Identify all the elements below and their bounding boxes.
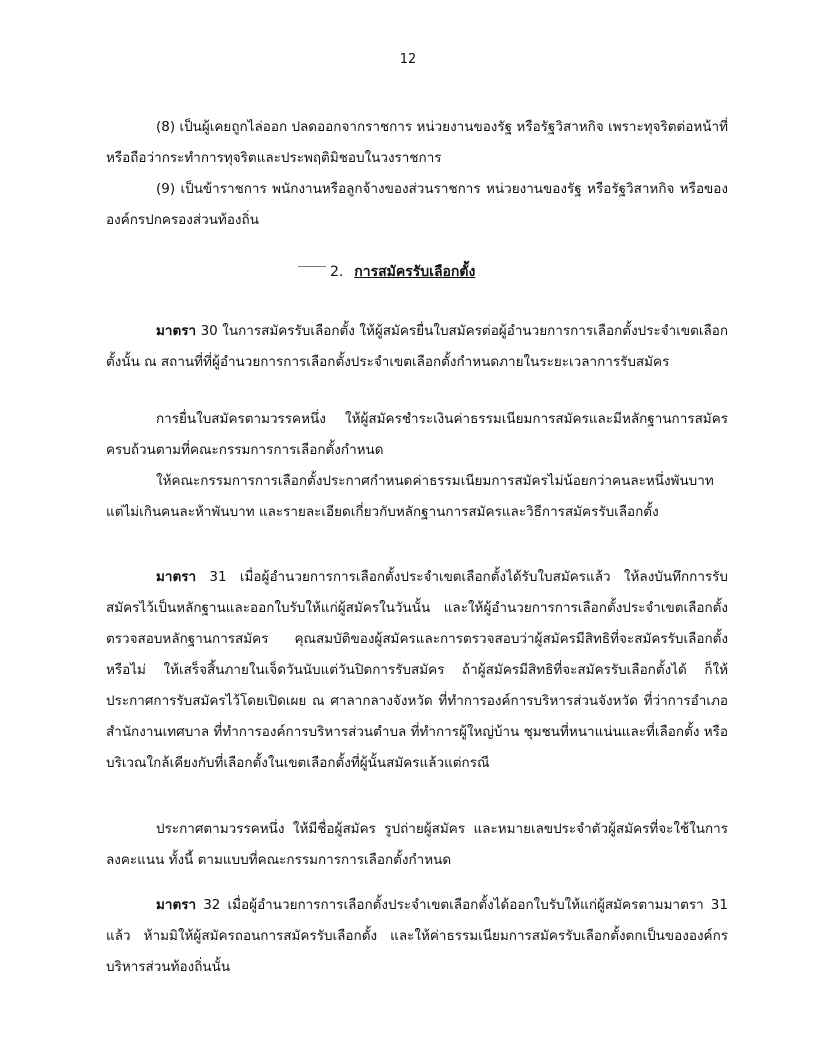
article-31-label: มาตรา — [156, 569, 197, 585]
article-30-paragraph-3: ให้คณะกรรมการการเลือกตั้งประกาศกำหนดค่าธรรมเนียมการสมัครไม่น้อยกว่าคนละหนึ่งพันบาทแต่ไม่เกินคนละห้าพันบาท และรายละเอียดเกี่ยวกับหลักฐานการสมัครและวิธีการสมัครรับเลือกตั้ง — [106, 473, 714, 520]
page-number: 12 — [399, 52, 417, 67]
heading-dash-mark — [298, 266, 326, 267]
article-32-label: มาตรา — [156, 897, 197, 913]
article-30-paragraph-2: การยื่นใบสมัครตามวรรคหนึ่ง ให้ผู้สมัครชำระเงินค่าธรรมเนียมการสมัครและมีหลักฐานการสมัครครบถ้วนตามที่คณะกรรมการการเลือกตั้งกำหนด — [106, 411, 728, 458]
item-8: (8) เป็นผู้เคยถูกไล่ออก ปลดออกจากราชการ หน่วยงานของรัฐ หรือรัฐวิสาหกิจ เพราะทุจริตต่อหน้าที่หรือถือว่ากระทำการทุจริตและประพฤติมิชอบในวงราชการ — [106, 119, 728, 166]
article-32 — [106, 890, 728, 983]
item-9: (9) เป็นข้าราชการ พนักงานหรือลูกจ้างของส่วนราชการ หน่วยงานของรัฐ หรือรัฐวิสาหกิจ หรือขององค์กรปกครองส่วนท้องถิ่น — [106, 181, 728, 228]
article-32-text: 32 เมื่อผู้อำนวยการการเลือกตั้งประจำเขตเลือกตั้งได้ออกใบรับให้แก่ผู้สมัครตามมาตรา 31 แล้ว ห้ามมิให้ผู้สมัครถอนการสมัครรับเลือกตั้ง และให้ค่าธรรมเนียมการสมัครรับเลือกตั้งตกเป็นขององค์กรบริหารส่วนท้องถิ่นนั้น — [106, 897, 728, 975]
section-heading — [330, 258, 475, 286]
section-title: การสมัครรับเลือกตั้ง — [354, 264, 476, 280]
article-31 — [106, 562, 728, 779]
article-31-paragraph-2: ประกาศตามวรรคหนึ่ง ให้มีชื่อผู้สมัคร รูปถ่ายผู้สมัคร และหมายเลขประจำตัวผู้สมัครที่จะใช้ในการลงคะแนน ทั้งนี้ ตามแบบที่คณะกรรมการการเลือกตั้งกำหนด — [106, 821, 728, 868]
article-31-text: 31 เมื่อผู้อำนวยการการเลือกตั้งประจำเขตเลือกตั้งได้รับใบสมัครแล้ว ให้ลงบันทึกการรับสมัครไว้เป็นหลักฐานและออกใบรับให้แก่ผู้สมัครในวันนั้น และให้ผู้อำนวยการการเลือกตั้งประจำเขตเลือกตั้งตรวจสอบหลักฐานการสมัคร คุณสมบัติของผู้สมัครและการตรวจสอบว่าผู้สมัครมีสิทธิที่จะสมัครรับเลือกตั้งหรือไม่ ให้เสร็จสิ้นภายในเจ็ดวันนับแต่วันปิดการรับสมัคร ถ้าผู้สมัครมีสิทธิที่จะสมัครรับเลือกตั้งได้ ก็ให้ประกาศการรับสมัครไว้โดยเปิดเผย ณ ศาลากลางจังหวัด ที่ทำการองค์การบริหารส่วนจังหวัด ที่ว่าการอำเภอ สำนักงานเทศบาล ที่ทำการองค์การบริหารส่วนตำบล ที่ทำการผู้ใหญ่บ้าน ชุมชนที่หนาแน่นและที่เลือกตั้ง หรือบริเวณใกล้เคียงกับที่เลือกตั้งในเขตเลือกตั้งที่ผู้นั้นสมัครแล้วแต่กรณี — [106, 569, 728, 771]
section-number: 2. — [330, 264, 344, 280]
article-30 — [106, 316, 728, 378]
article-30-label: มาตรา — [156, 323, 197, 339]
article-30-text: 30 ในการสมัครรับเลือกตั้ง ให้ผู้สมัครยื่นใบสมัครต่อผู้อำนวยการการเลือกตั้งประจำเขตเลือกตั้งนั้น ณ สถานที่ที่ผู้อำนวยการการเลือกตั้งประจำเขตเลือกตั้งกำหนดภายในระยะเวลาการรับสมัคร — [106, 323, 728, 370]
